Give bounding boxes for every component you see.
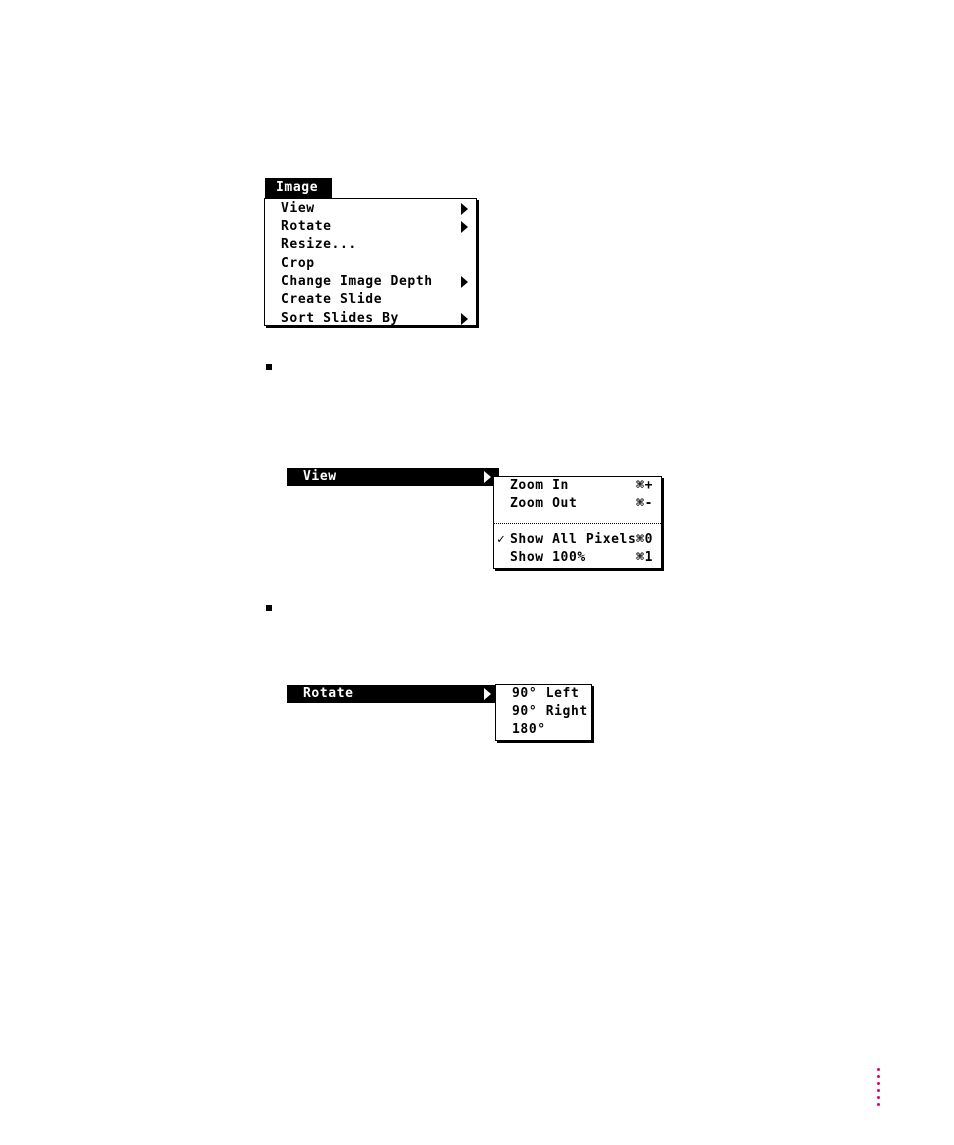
bullet-icon [266, 364, 272, 370]
menu-separator [494, 523, 661, 524]
menu-item-label: Create Slide [281, 292, 383, 307]
menu-item-rotate[interactable] [281, 218, 332, 236]
menu-item-label: Change Image Depth [281, 274, 433, 289]
menu-item-label: 90° Left [512, 686, 580, 701]
menu-item-label: View [303, 469, 337, 484]
menu-item-label: 180° [512, 722, 546, 737]
menu-item-crop[interactable] [281, 255, 315, 273]
submenu-arrow-icon [461, 221, 468, 233]
menu-item-label: Sort Slides By [281, 311, 399, 326]
submenu-arrow-icon [461, 276, 468, 288]
menu-item-label: Rotate [303, 686, 354, 701]
menu-item-90-left[interactable] [512, 685, 579, 703]
submenu-arrow-icon [461, 203, 468, 215]
menu-item-label: Resize... [281, 237, 357, 252]
shortcut-label: ⌘+ [636, 478, 653, 493]
menu-item-label: Rotate [281, 219, 332, 234]
menu-item-rotate-highlighted[interactable] [287, 685, 495, 703]
rotate-submenu [495, 684, 592, 741]
menu-item-label: Show All Pixels [510, 532, 637, 547]
menu-item-change-image-depth[interactable] [281, 273, 433, 291]
menu-item-label: Zoom In [510, 478, 569, 493]
page-edge-dots [877, 1068, 881, 1110]
bullet-icon [266, 605, 272, 611]
menu-item-resize[interactable] [281, 236, 357, 254]
menu-item-create-slide[interactable] [281, 291, 382, 309]
menu-item-view[interactable] [281, 200, 315, 218]
menu-item-90-right[interactable] [512, 703, 588, 721]
menu-item-label: Crop [281, 256, 315, 271]
menu-item-label: Zoom Out [510, 496, 578, 511]
submenu-arrow-icon [461, 313, 468, 325]
submenu-arrow-icon [484, 471, 491, 483]
shortcut-label: ⌘- [636, 496, 653, 511]
menu-item-label: View [281, 201, 315, 216]
menu-item-view-highlighted[interactable] [287, 468, 499, 486]
view-submenu [493, 476, 662, 569]
menu-item-180[interactable] [512, 721, 546, 739]
submenu-arrow-icon [484, 688, 491, 700]
menu-item-zoom-out[interactable] [510, 495, 577, 513]
checkmark-icon: ✓ [497, 532, 506, 547]
menu-item-sort-slides-by[interactable] [281, 310, 399, 328]
shortcut-label: ⌘1 [636, 550, 653, 565]
shortcut-label: ⌘0 [636, 532, 653, 547]
menu-item-show-100[interactable] [510, 549, 586, 567]
menu-item-label: 90° Right [512, 704, 588, 719]
image-menu-title[interactable]: Image [265, 178, 332, 198]
image-menu [264, 198, 477, 326]
menu-item-label: Show 100% [510, 550, 586, 565]
menu-item-zoom-in[interactable] [510, 477, 569, 495]
menu-item-show-all-pixels[interactable] [510, 531, 636, 549]
